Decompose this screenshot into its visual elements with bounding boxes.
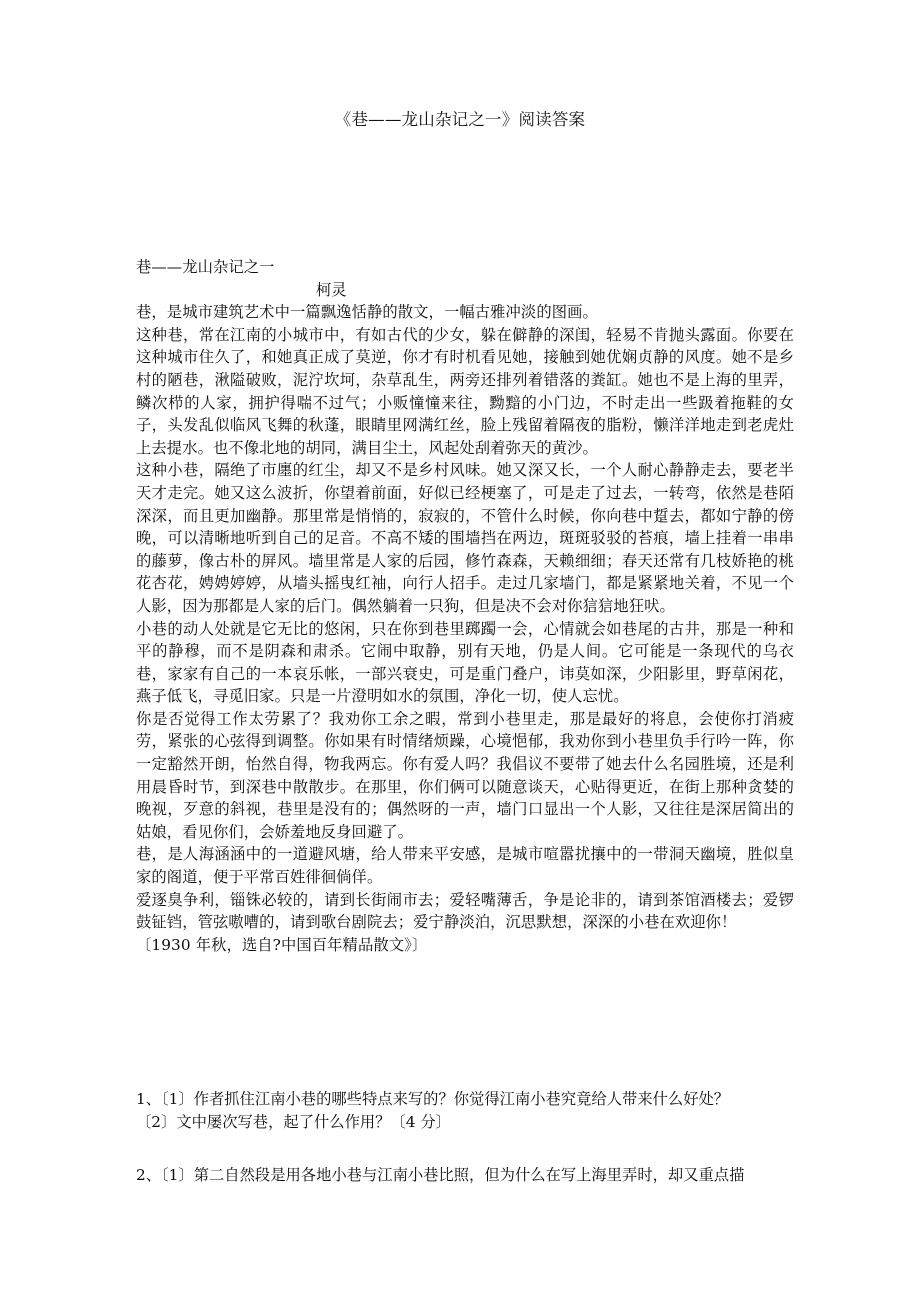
paragraph-5: 你是否觉得工作太劳累了？我劝你工余之暇，常到小巷里走，那是最好的将息，会使你打消疲劳，紧张的心弦得到调整。你如果有时情绪烦躁，心境悒郁，我劝你到小巷里负手行吟一阵，你一定豁然开朗，怡然自得，物我两忘。你有爱人吗？我倡议不要带了她去什么名园胜境，还是利用晨昏时节，到深巷中散散步。在那里，你们俩可以随意谈天，心贴得更近，在街上那种贪婪的晚视，歹意的斜视，巷里是没有的；偶然呀的一声，墙门口显出一个人影，又往往是深居简出的姑娘，看见你们，会娇羞地反身回避了。 [136, 709, 794, 841]
question-1-part-b: 〔2〕文中屡次写巷，起了什么作用？〔4 分〕 [136, 1112, 451, 1131]
paragraph-6: 巷，是人海涵涵中的一道避风塘，给人带来平安感，是城市喧嚣扰攘中的一带洞天幽境，胜似皇家的阁道，便于平常百姓徘徊倘佯。 [136, 845, 794, 887]
question-1-part-a: 1、〔1〕作者抓住江南小巷的哪些特点来写的？你觉得江南小巷究竟给人带来什么好处？ [136, 1090, 730, 1108]
paragraph-2: 这种巷，常在江南的小城市中，有如古代的少女，躲在僻静的深闺，轻易不肯抛头露面。你要在这种城市住久了，和她真正成了莫逆，你才有时机看见她，接触到她优娴贞静的风度。她不是乡村的陋巷，湫隘破败，泥泞坎坷，杂草乱生，两旁还排列着错落的粪缸。她也不是上海的里弄，鳞次栉的人家，拥护得喘不过气；小贩憧憧来往，黝黯的小门边，不时走出一些趿着拖鞋的女子，头发乱似临风飞舞的秋蓬，眼睛里网满红丝，脸上残留着隔夜的脂粉，懒洋洋地走到老虎灶上去提水。也不像北地的胡同，满目尘土，风起处刮着弥天的黄沙。 [136, 325, 794, 457]
paragraph-4: 小巷的动人处就是它无比的悠闲，只在你到巷里踯躅一会，心情就会如巷尾的古井，那是一种和平的静穆，而不是阴森和肃杀。它闹中取静，别有天地，仍是人间。它可能是一条现代的乌衣巷，家家有自己的一本哀乐帐，一部兴衰史，可是重门叠户，讳莫如深，少阳影里，野草闲花，燕子低飞，寻觅旧家。只是一片澄明如水的氛围，净化一切，使人忘忧。 [136, 619, 794, 706]
page-title: 《巷——龙山杂记之一》阅读答案 [334, 110, 586, 129]
article-author: 柯灵 [316, 280, 347, 299]
article-body [136, 256, 794, 956]
paragraph-3: 这种小巷，隔绝了市廛的红尘，却又不是乡村风味。她又深又长，一个人耐心静静走去，要老半天才走完。她又这么波折，你望着前面，好似已经梗塞了，可是走了过去，一转弯，依然是巷陌深深，而且更加幽静。那里常是悄悄的，寂寂的，不管什么时候，你向巷中踅去，都如宁静的傍晚，可以清晰地听到自己的足音。不高不矮的围墙挡在两边，斑斑驳驳的苔痕，墙上挂着一串串的藤萝，像古朴的屏风。墙里常是人家的后园，修竹森森，天赖细细；春天还常有几枝娇艳的桃花杏花，娉娉婷婷，从墙头摇曳红袖，向行人招手。走过几家墙门，都是紧紧地关着，不见一个人影，因为那都是人家的后门。偶然躺着一只狗，但是决不会对你狺狺地狂吠。 [136, 461, 794, 615]
question-1 [136, 1088, 808, 1133]
question-2-part-a: 2、〔1〕第二自然段是用各地小巷与江南小巷比照，但为什么在写上海里弄时，却又重点描 [136, 1166, 745, 1184]
paragraph-1: 巷，是城市建筑艺术中一篇飘逸恬静的散文，一幅古雅冲淡的图画。 [136, 303, 598, 322]
question-2 [136, 1164, 826, 1187]
article-heading: 巷——龙山杂记之一 [136, 258, 275, 276]
source-citation: 〔1930 年秋，选自?中国百年精品散文》〕 [136, 935, 428, 954]
paragraph-7: 爱逐臭争利，锱铢必较的，请到长街闹市去；爱轻嘴薄舌，争是论非的，请到茶馆酒楼去；爱锣鼓钲铛，管弦嗷嘈的，请到歌台剧院去；爱宁静淡泊，沉思默想，深深的小巷在欢迎你！ [136, 890, 794, 932]
